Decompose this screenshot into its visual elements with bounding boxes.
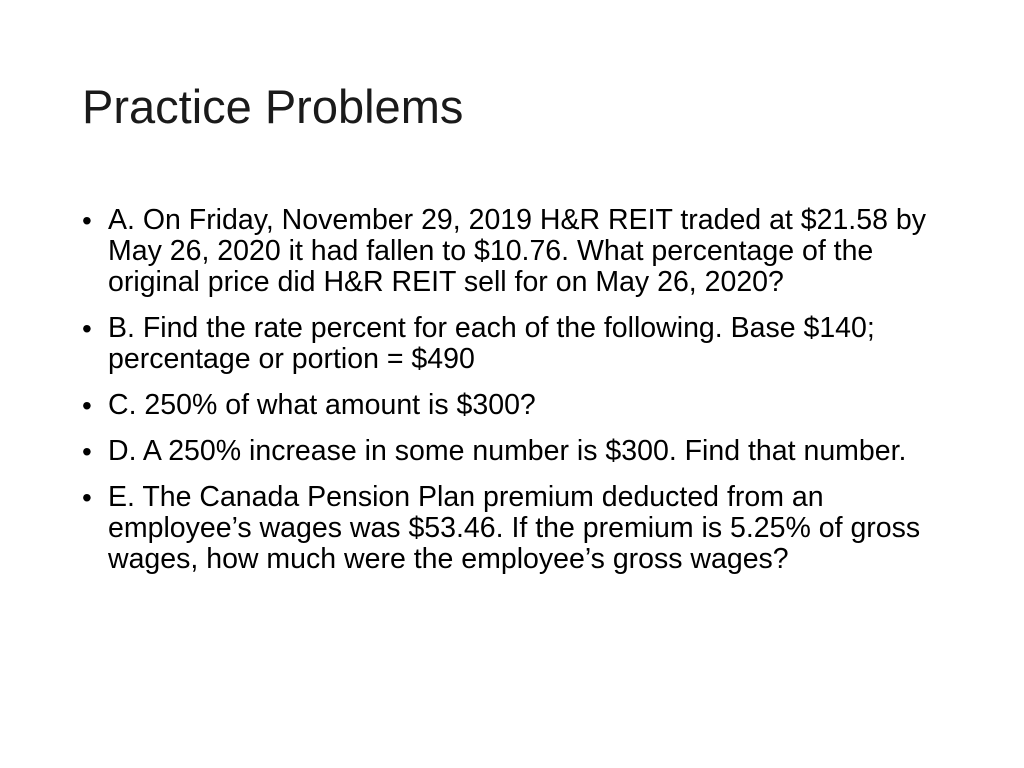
bullet-item-d [82, 436, 962, 467]
bullet-icon: • [82, 436, 92, 467]
bullet-item-e [82, 482, 962, 575]
bullet-text: A. On Friday, November 29, 2019 H&R REIT traded at $21.58 by May 26, 2020 it had fallen to $10.76. What percentage of the original price did H&R REIT sell for on May 26, 2020? [108, 204, 926, 298]
bullet-item-b [82, 313, 962, 375]
bullet-text: B. Find the rate percent for each of the following. Base $140; percentage or portion = $490 [108, 312, 875, 375]
bullet-text: E. The Canada Pension Plan premium deducted from an employee’s wages was $53.46. If the premium is 5.25% of gross wages, how much were the employee’s gross wages? [108, 481, 921, 575]
bullet-icon: • [82, 482, 92, 513]
slide-title: Practice Problems [82, 80, 464, 133]
bullet-icon: • [82, 313, 92, 344]
bullet-icon: • [82, 390, 92, 421]
bullet-icon: • [82, 205, 92, 236]
bullet-item-c [82, 390, 962, 421]
bullet-item-a [82, 205, 962, 298]
bullet-list [82, 205, 962, 590]
bullet-text: D. A 250% increase in some number is $300. Find that number. [108, 435, 907, 467]
bullet-text: C. 250% of what amount is $300? [108, 389, 536, 421]
